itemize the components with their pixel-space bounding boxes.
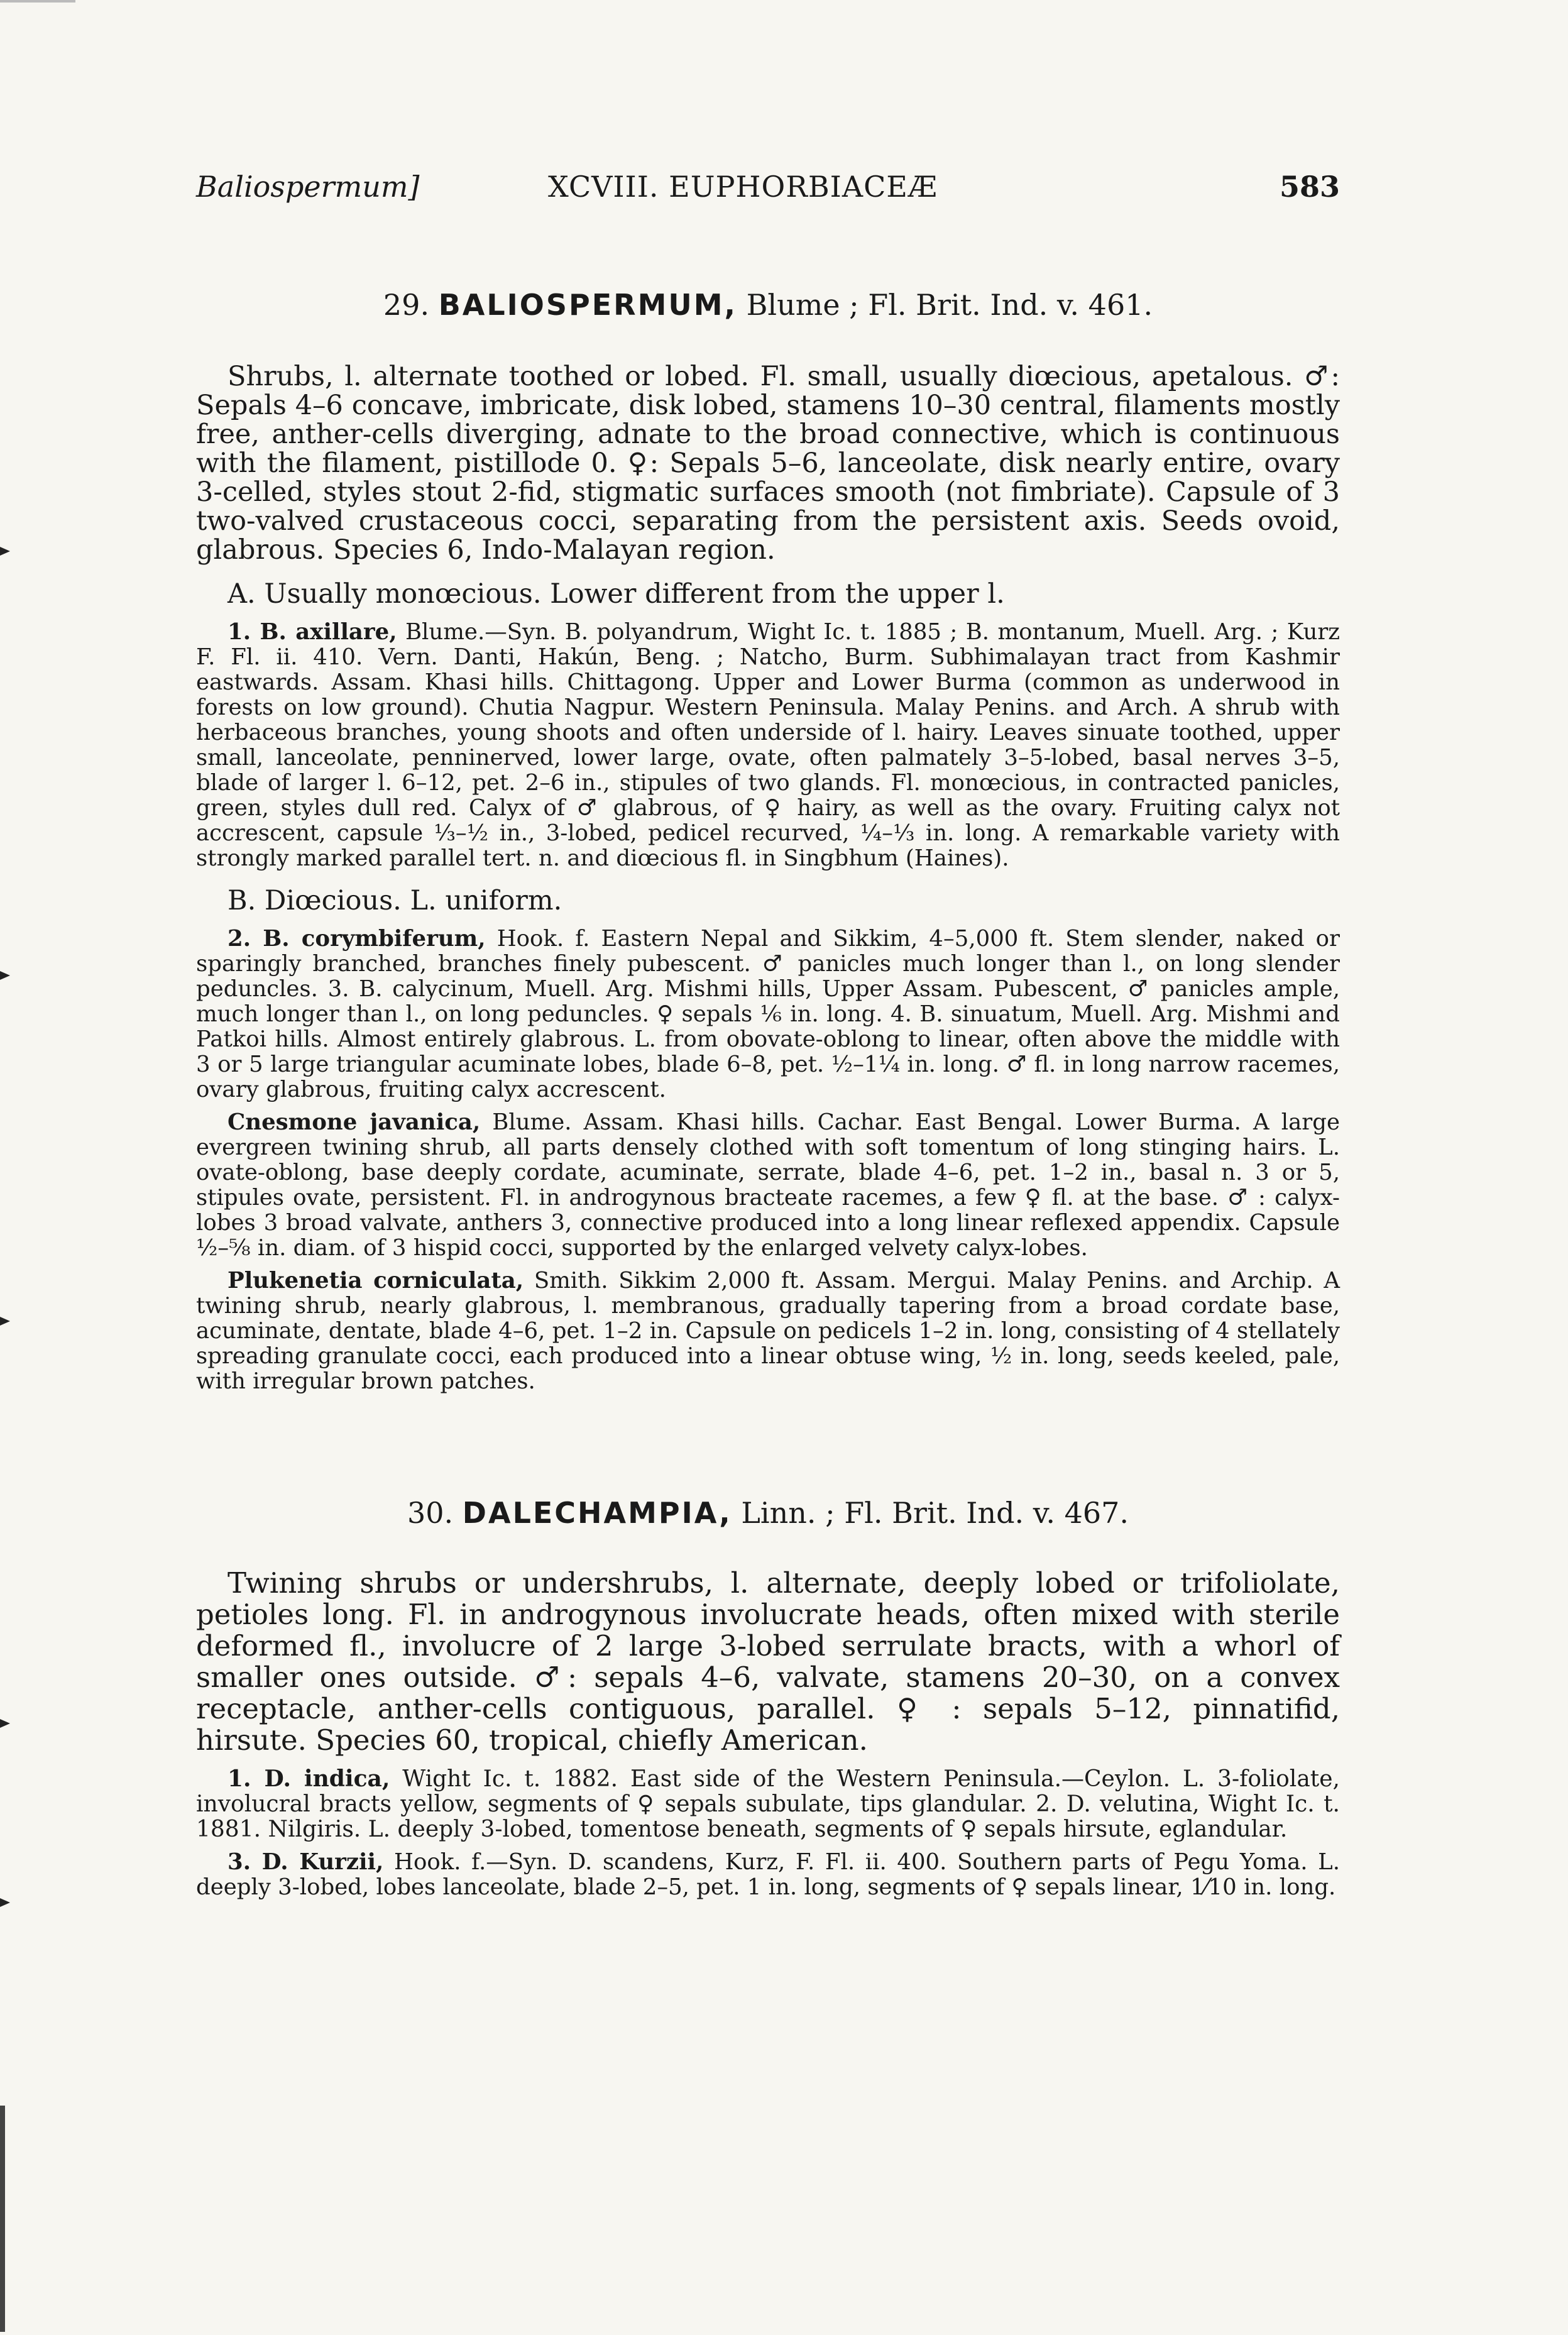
- species-name: 3. D. Kurzii,: [228, 1849, 384, 1875]
- genus-number: 30.: [407, 1496, 454, 1530]
- genus-name: DALECHAMPIA,: [462, 1496, 732, 1530]
- genus-heading: [196, 288, 1340, 322]
- species-text: Blume. Assam. Khasi hills. Cachar. East Bengal. Lower Burma. A large evergreen twining shrub, all parts densely clothed with soft tomentum of long stinging hairs. L. ovate-oblong, base deeply cordate, acuminate, serrate, blade 4–6, pet. 1–2 in., basal n. 3 or 5, stipules ovate, persistent. Fl. in androgynous bracteate racemes, a few ♀ fl. at the base. ♂ : calyx-lobes 3 broad valvate, anthers 3, connective produced into a long linear reflexed appendix. Capsule ½–⅝ in. diam. of 3 hispid cocci, supported by the enlarged velvety calyx-lobes.: [196, 1109, 1340, 1261]
- species-name: Plukenetia corniculata,: [228, 1268, 524, 1294]
- section-gap: [196, 1402, 1340, 1496]
- species-text: Blume.—Syn. B. polyandrum, Wight Ic. t. 1885 ; B. montanum, Muell. Arg. ; Kurz F. Fl. ii. 410. Vern. Danti, Hakún, Beng. ; Natcho, Burm. Subhimalayan tract from Kashmir eastwards. Assam. Khasi hills. Chittagong. Upper and Lower Burma (common as underwood in forests on low ground). Chutia Nagpur. Western Peninsula. Malay Penins. and Arch. A shrub with herbaceous branches, young shoots and often underside of l. hairy. Leaves sinuate toothed, upper small, lanceolate, penninerved, lower large, ovate, often palmately 3–5-lobed, basal nerves 3–5, blade of larger l. 6–12, pet. 2–6 in., stipules of two glands. Fl. monœcious, in contracted panicles, green, styles dull red. Calyx of ♂ glabrous, of ♀ hairy, as well as the ovary. Fruiting calyx not accrescent, capsule ⅓–½ in., 3-lobed, pedicel recurved, ¼–⅓ in. long. A remarkable variety with strongly marked parallel tert. n. and diœcious fl. in Singbhum (Haines).: [196, 619, 1340, 871]
- genus-authority: Blume ; Fl. Brit. Ind. v. 461.: [746, 288, 1153, 322]
- page-number: 583: [1279, 170, 1340, 204]
- species-entry: [196, 1766, 1340, 1842]
- scan-edge-left: [0, 2106, 5, 2332]
- species-text: Hook. f.—Syn. D. scandens, Kurz, F. Fl. ii. 400. Southern parts of Pegu Yoma. L. deeply 3-lobed, lobes lanceolate, blade 2–5, pet. 1 in. long, segments of ♀ sepals linear, 1⁄10 in. long.: [196, 1849, 1340, 1900]
- running-head-center: XCVIII. EUPHORBIACEÆ: [548, 170, 938, 204]
- species-name: 2. B. corymbiferum,: [228, 926, 486, 952]
- species-entry: [196, 1110, 1340, 1261]
- genus-description: Twining shrubs or undershrubs, l. alternate, deeply lobed or trifoliolate, petioles long. Fl. in androgynous involucrate heads, often mixed with sterile deformed fl., involucre of 2 large 3-lobed serrulate bracts, with a whorl of smaller ones outside. ♂: sepals 4–6, valvate, stamens 20–30, on a convex receptacle, anther-cells contiguous, parallel. ♀ : sepals 5–12, pinnatifid, hirsute. Species 60, tropical, chiefly American.: [196, 1566, 1340, 1757]
- key-section-b: B. Diœcious. L. uniform.: [228, 885, 562, 916]
- genus-number: 29.: [383, 288, 430, 322]
- species-entry: [196, 620, 1340, 871]
- species-entry: [196, 1850, 1340, 1900]
- key-section-a: A. Usually monœcious. Lower different from the upper l.: [228, 578, 1005, 610]
- genus-heading: [196, 1496, 1340, 1530]
- scan-edge-top: [0, 0, 75, 3]
- genus-name: BALIOSPERMUM,: [438, 288, 737, 322]
- margin-mark: [0, 971, 10, 980]
- genus-authority: Linn. ; Fl. Brit. Ind. v. 467.: [741, 1496, 1129, 1530]
- running-head-left: Baliospermum]: [196, 170, 420, 204]
- species-text: Wight Ic. t. 1882. East side of the Western Peninsula.—Ceylon. L. 3-foliolate, involucral bracts yellow, segments of ♀ sepals subulate, tips glandular. 2. D. velutina, Wight Ic. t. 1881. Nilgiris. L. deeply 3-lobed, tomentose beneath, segments of ♀ sepals hirsute, eglandular.: [196, 1766, 1340, 1842]
- margin-mark: [0, 1719, 10, 1728]
- species-entry: [196, 1268, 1340, 1394]
- margin-mark: [0, 1898, 10, 1907]
- species-entry: [196, 926, 1340, 1102]
- book-page: [196, 170, 1340, 1908]
- species-text: Smith. Sikkim 2,000 ft. Assam. Mergui. Malay Penins. and Archip. A twining shrub, nearly glabrous, l. membranous, gradually tapering from a broad cordate base, acuminate, dentate, blade 4–6, pet. 1–2 in. Capsule on pedicels 1–2 in. long, consisting of 4 stellately spreading granulate cocci, each produced into a linear obtuse wing, ½ in. long, seeds keeled, pale, with irregular brown patches.: [196, 1268, 1340, 1394]
- species-text: Hook. f. Eastern Nepal and Sikkim, 4–5,000 ft. Stem slender, naked or sparingly branched, branches finely pubescent. ♂ panicles much longer than l., on long slender peduncles. 3. B. calycinum, Muell. Arg. Mishmi hills, Upper Assam. Pubescent, ♂ panicles ample, much longer than l., on long peduncles. ♀ sepals ⅙ in. long. 4. B. sinuatum, Muell. Arg. Mishmi and Patkoi hills. Almost entirely glabrous. L. from obovate-oblong to linear, often above the middle with 3 or 5 large triangular acuminate lobes, blade 6–8, pet. ½–1¼ in. long. ♂ fl. in long narrow racemes, ovary glabrous, fruiting calyx accrescent.: [196, 926, 1340, 1102]
- species-name: 1. D. indica,: [228, 1766, 390, 1792]
- margin-mark: [0, 547, 10, 556]
- running-head: [196, 170, 1340, 214]
- species-name: Cnesmone javanica,: [228, 1109, 481, 1135]
- species-name: 1. B. axillare,: [228, 619, 397, 645]
- margin-mark: [0, 1317, 10, 1326]
- genus-description: Shrubs, l. alternate toothed or lobed. Fl. small, usually diœcious, apetalous. ♂: Sepals 4–6 concave, imbricate, disk lobed, stamens 10–30 central, filaments mostly free, anther-cells diverging, adnate to the broad connective, which is continuous with the filament, pistillode 0. ♀: Sepals 5–6, lanceolate, disk nearly entire, ovary 3-celled, styles stout 2-fid, stigmatic surfaces smooth (not fimbriate). Capsule of 3 two-valved crustaceous cocci, separating from the persistent axis. Seeds ovoid, glabrous. Species 6, Indo-Malayan region.: [196, 361, 1340, 566]
